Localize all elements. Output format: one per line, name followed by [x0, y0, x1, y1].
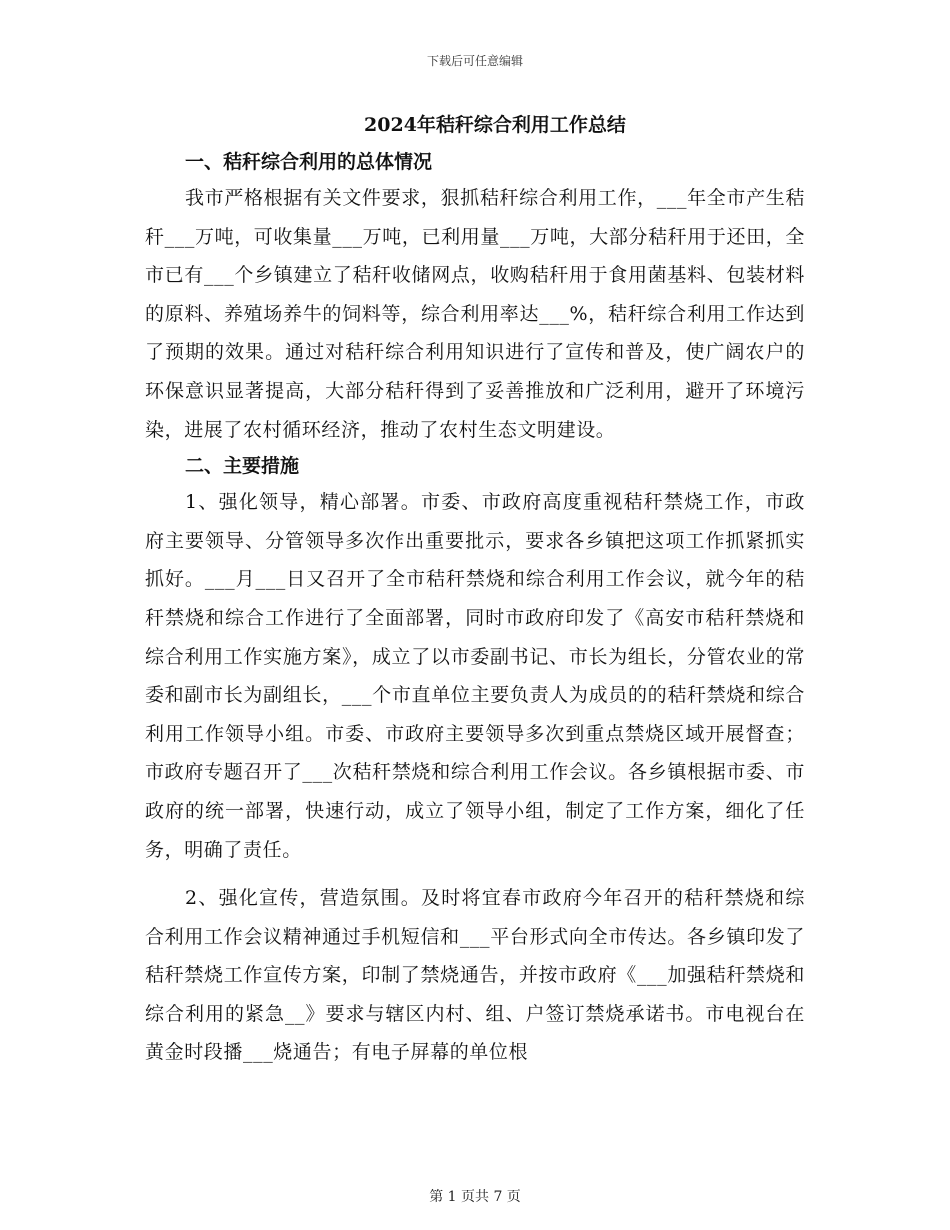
document-body [145, 105, 805, 1072]
section-heading-measures: 二、主要措施 [185, 455, 300, 478]
measure-paragraph-publicity: 2、强化宣传，营造氛围。及时将宜春市政府今年召开的秸秆禁烧和综合利用工作会议精神通过手机短信和___平台形式向全市传达。各乡镇印发了秸秆禁烧工作宣传方案，印制了禁烧通告，并按市政府《___加强秸秆禁烧和综合利用的紧急__》要求与辖区内村、组、户签订禁烧承诺书。市电视台在黄金时段播___烧通告；有电子屏幕的单位根 [145, 887, 805, 1064]
page-header-note: 下载后可任意编辑 [426, 54, 523, 68]
document-title: 2024年秸秆综合利用工作总结 [364, 114, 626, 136]
measure-paragraph-leadership: 1、强化领导，精心部署。市委、市政府高度重视秸秆禁烧工作，市政府主要领导、分管领导多次作出重要批示，要求各乡镇把这项工作抓紧抓实抓好。___月___日又召开了全市秸秆禁烧和综合利用工作会议，就今年的秸秆禁烧和综合工作进行了全面部署，同时市政府印发了《高安市秸秆禁烧和综合利用工作实施方案》，成立了以市委副书记、市长为组长，分管农业的常委和副市长为副组长，___个市直单位主要负责人为成员的的秸秆禁烧和综合利用工作领导小组。市委、市政府主要领导多次到重点禁烧区域开展督查；市政府专题召开了___次秸秆禁烧和综合利用工作会议。各乡镇根据市委、市政府的统一部署，快速行动，成立了领导小组，制定了工作方案，细化了任务，明确了责任。 [145, 491, 805, 861]
page-footer-indicator: 第 1 页共 7 页 [429, 1189, 521, 1205]
section-paragraph-overview: 我市严格根据有关文件要求，狠抓秸秆综合利用工作，___年全市产生秸秆___万吨，可收集量___万吨，已利用量___万吨，大部分秸秆用于还田，全市已有___个乡镇建立了秸秆收储网点，收购秸秆用于食用菌基料、包装材料的原料、养殖场养牛的饲料等，综合利用率达___%，秸秆综合利用工作达到了预期的效果。通过对秸秆综合利用知识进行了宣传和普及，使广阔农户的环保意识显著提高，大部分秸秆得到了妥善推放和广泛利用，避开了环境污染，进展了农村循环经济，推动了农村生态文明建设。 [145, 187, 805, 441]
paragraph-gap [145, 869, 805, 879]
section-heading-overview: 一、秸秆综合利用的总体情况 [185, 151, 433, 173]
